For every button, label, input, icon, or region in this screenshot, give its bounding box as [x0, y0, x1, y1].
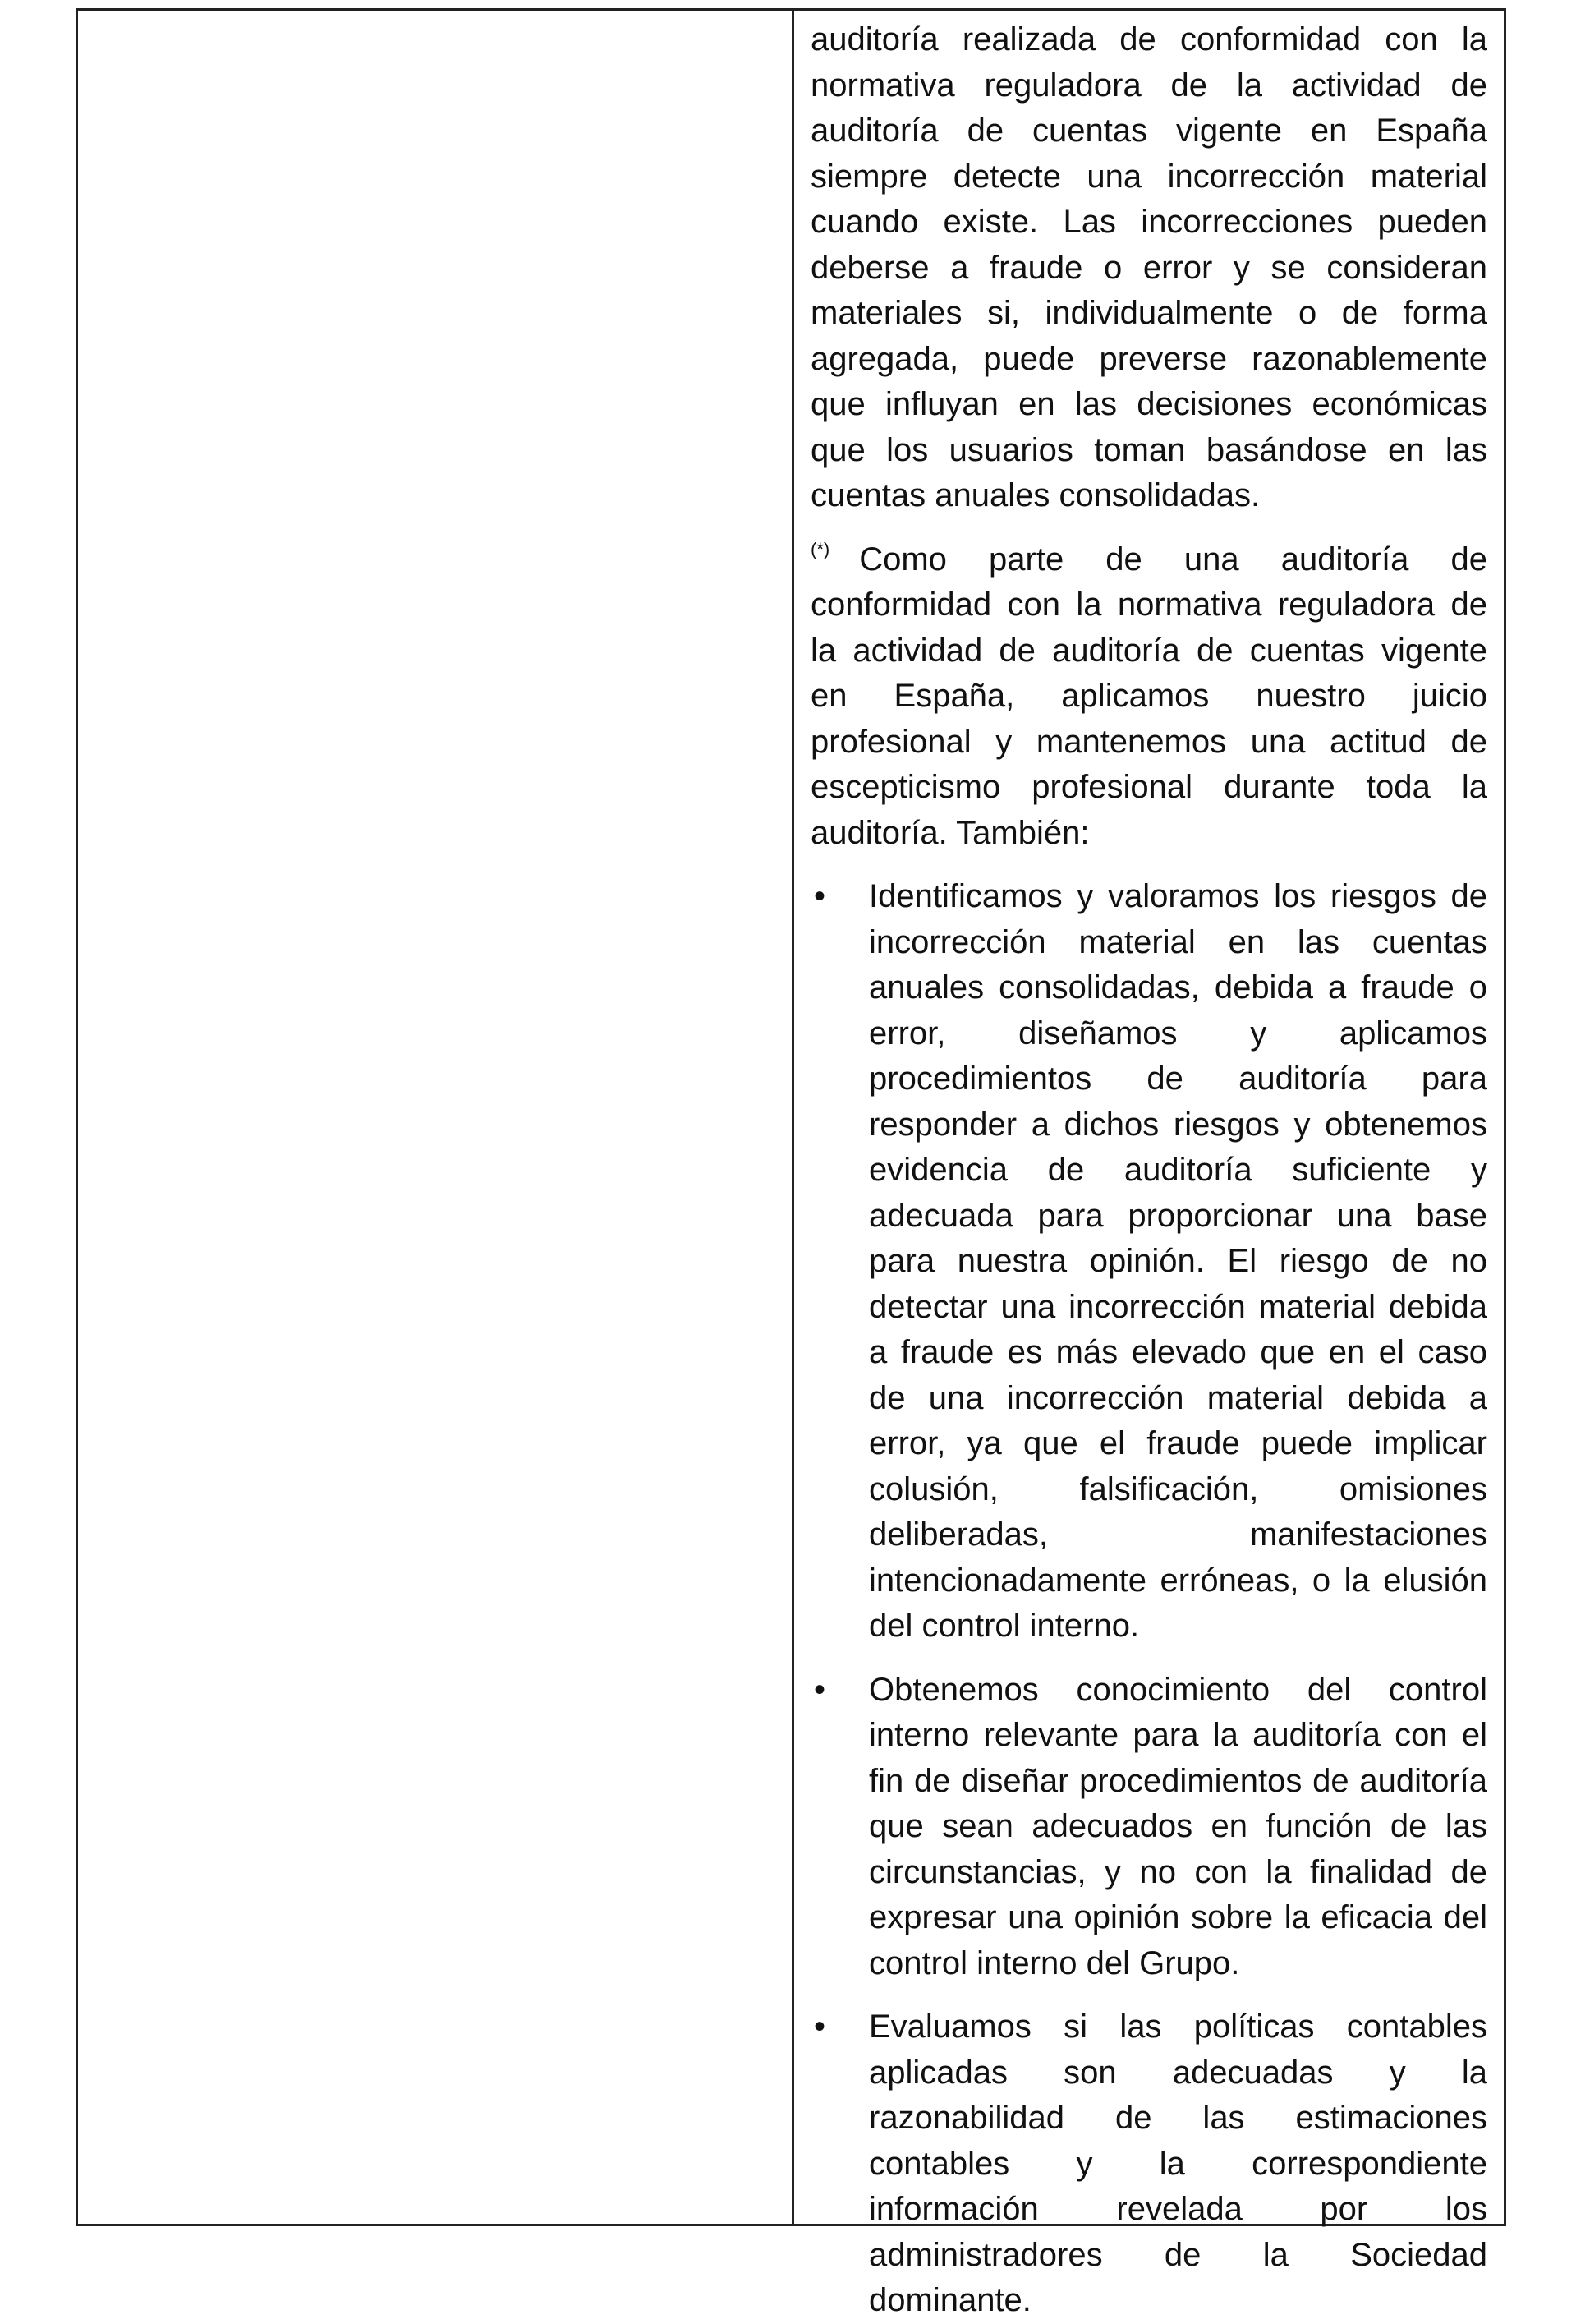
document-table: [76, 8, 1506, 2318]
footnote-marker: (*): [811, 538, 830, 559]
list-item-text: Obtenemos conocimiento del control interno relevante para la auditoría con el fin de diseñar procedimientos de auditoría que sean adecuados en función de las circunstancias, y no con la finalidad de expresar una opinión sobre la eficacia del control interno del Grupo.: [869, 1671, 1487, 1981]
paragraph-auditoria-incorreccion: auditoría realizada de conformidad con la normativa reguladora de la actividad de auditoría de cuentas vigente en España siempre detecte una incorrección material cuando existe. Las incorrecciones pueden deberse a fraude o error y se consideran materiales si, individualmente o de forma agregada, puede preverse razonablemente que influyan en las decisiones económicas que los usuarios toman basándose en las cuentas anuales consolidadas.: [811, 21, 1487, 513]
bullet-icon: •: [814, 878, 826, 914]
list-item: [811, 874, 1487, 1650]
list-item-text: Identificamos y valoramos los riesgos de incorrección material en las cuentas anuales consolidadas, debida a fraude o error, diseñamos y aplicamos procedimientos de auditoría para responder a dichos riesgos y obtenemos evidencia de auditoría suficiente y adecuada para proporcionar una base para nuestra opinión. El riesgo de no detectar una incorrección material debida a fraude es más elevado que en el caso de una incorrección material debida a error, ya que el fraude puede implicar colusión, falsificación, omisiones deliberadas, manifestaciones intencionadamente erróneas, o la elusión del control interno.: [869, 878, 1487, 1644]
right-table-cell: [794, 11, 1504, 2318]
bullet-icon: •: [814, 1671, 826, 1708]
bullet-icon: •: [814, 2009, 826, 2045]
list-item-text: Evaluamos si las políticas contables aplicadas son adecuadas y la razonabilidad de las estimaciones contables y la correspondiente información revelada por los administradores de la Sociedad dominante.: [869, 2009, 1487, 2318]
left-table-cell: [78, 11, 794, 2224]
list-item: [811, 1668, 1487, 1987]
paragraph-como-parte-text: Como parte de una auditoría de conformidad con la normativa reguladora de la actividad de auditoría de cuentas vigente en España, aplicamos nuestro juicio profesional y mantenemos una actitud de escepticismo profesional durante toda la auditoría. También:: [811, 541, 1487, 851]
paragraph-como-parte: [811, 537, 1487, 857]
bullet-list: [811, 874, 1487, 2324]
list-item: [811, 2004, 1487, 2324]
